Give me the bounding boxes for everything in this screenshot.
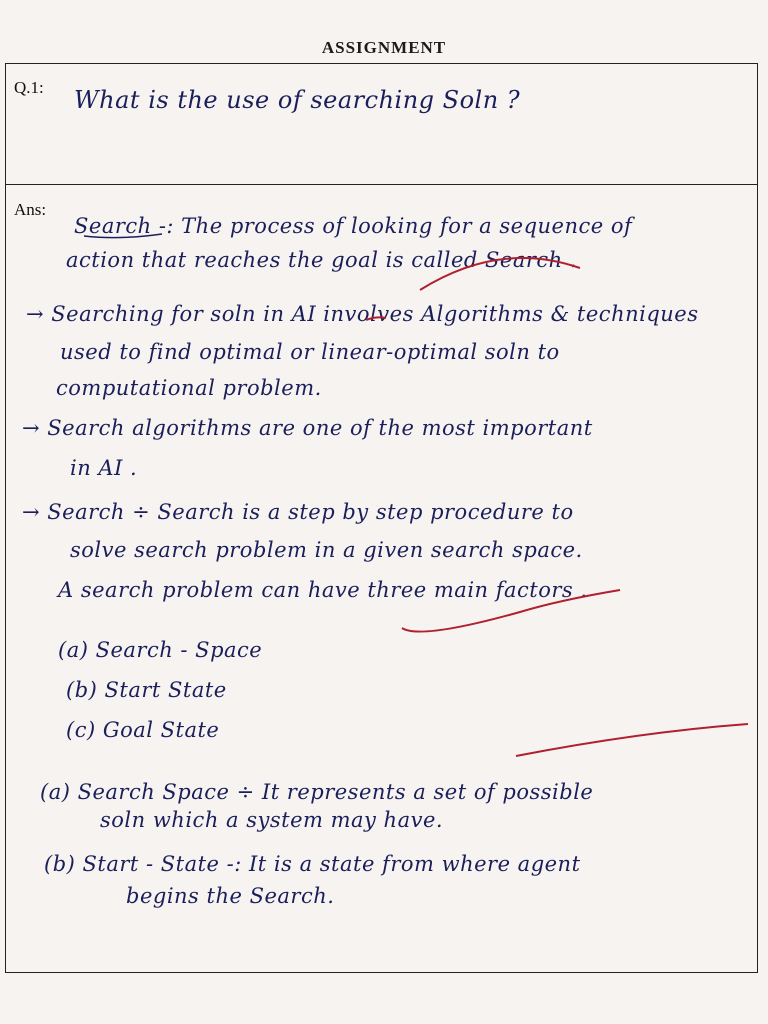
answer-line: (c) Goal State: [66, 718, 220, 742]
question-text: What is the use of searching Soln ?: [74, 86, 521, 114]
answer-line: used to find optimal or linear-optimal soln to: [60, 340, 560, 364]
answer-label: Ans:: [14, 200, 47, 219]
answer-line: → Search ÷ Search is a step by step procedure to: [22, 500, 574, 524]
answer-line: (a) Search - Space: [58, 638, 263, 662]
answer-line: A search problem can have three main factors .: [58, 578, 588, 602]
question-label: Q.1:: [14, 78, 44, 97]
answer-line: → Search algorithms are one of the most important: [22, 416, 593, 440]
answer-line: solve search problem in a given search space.: [70, 538, 583, 562]
answer-line: soln which a system may have.: [100, 808, 444, 832]
answer-line: begins the Search.: [126, 884, 335, 908]
answer-line: (b) Start - State -: It is a state from where agent: [44, 852, 581, 876]
answer-line: (b) Start State: [66, 678, 227, 702]
answer-line: (a) Search Space ÷ It represents a set of possible: [40, 780, 594, 804]
answer-line: in AI .: [70, 456, 138, 480]
page-title: ASSIGNMENT: [321, 38, 447, 57]
answer-line: → Searching for soln in AI involves Algorithms & techniques: [26, 302, 699, 326]
answer-line: action that reaches the goal is called Search .: [66, 248, 578, 272]
question-divider: [5, 184, 758, 185]
answer-line: Search -: The process of looking for a sequence of: [74, 214, 633, 238]
answer-line: computational problem.: [56, 376, 322, 400]
